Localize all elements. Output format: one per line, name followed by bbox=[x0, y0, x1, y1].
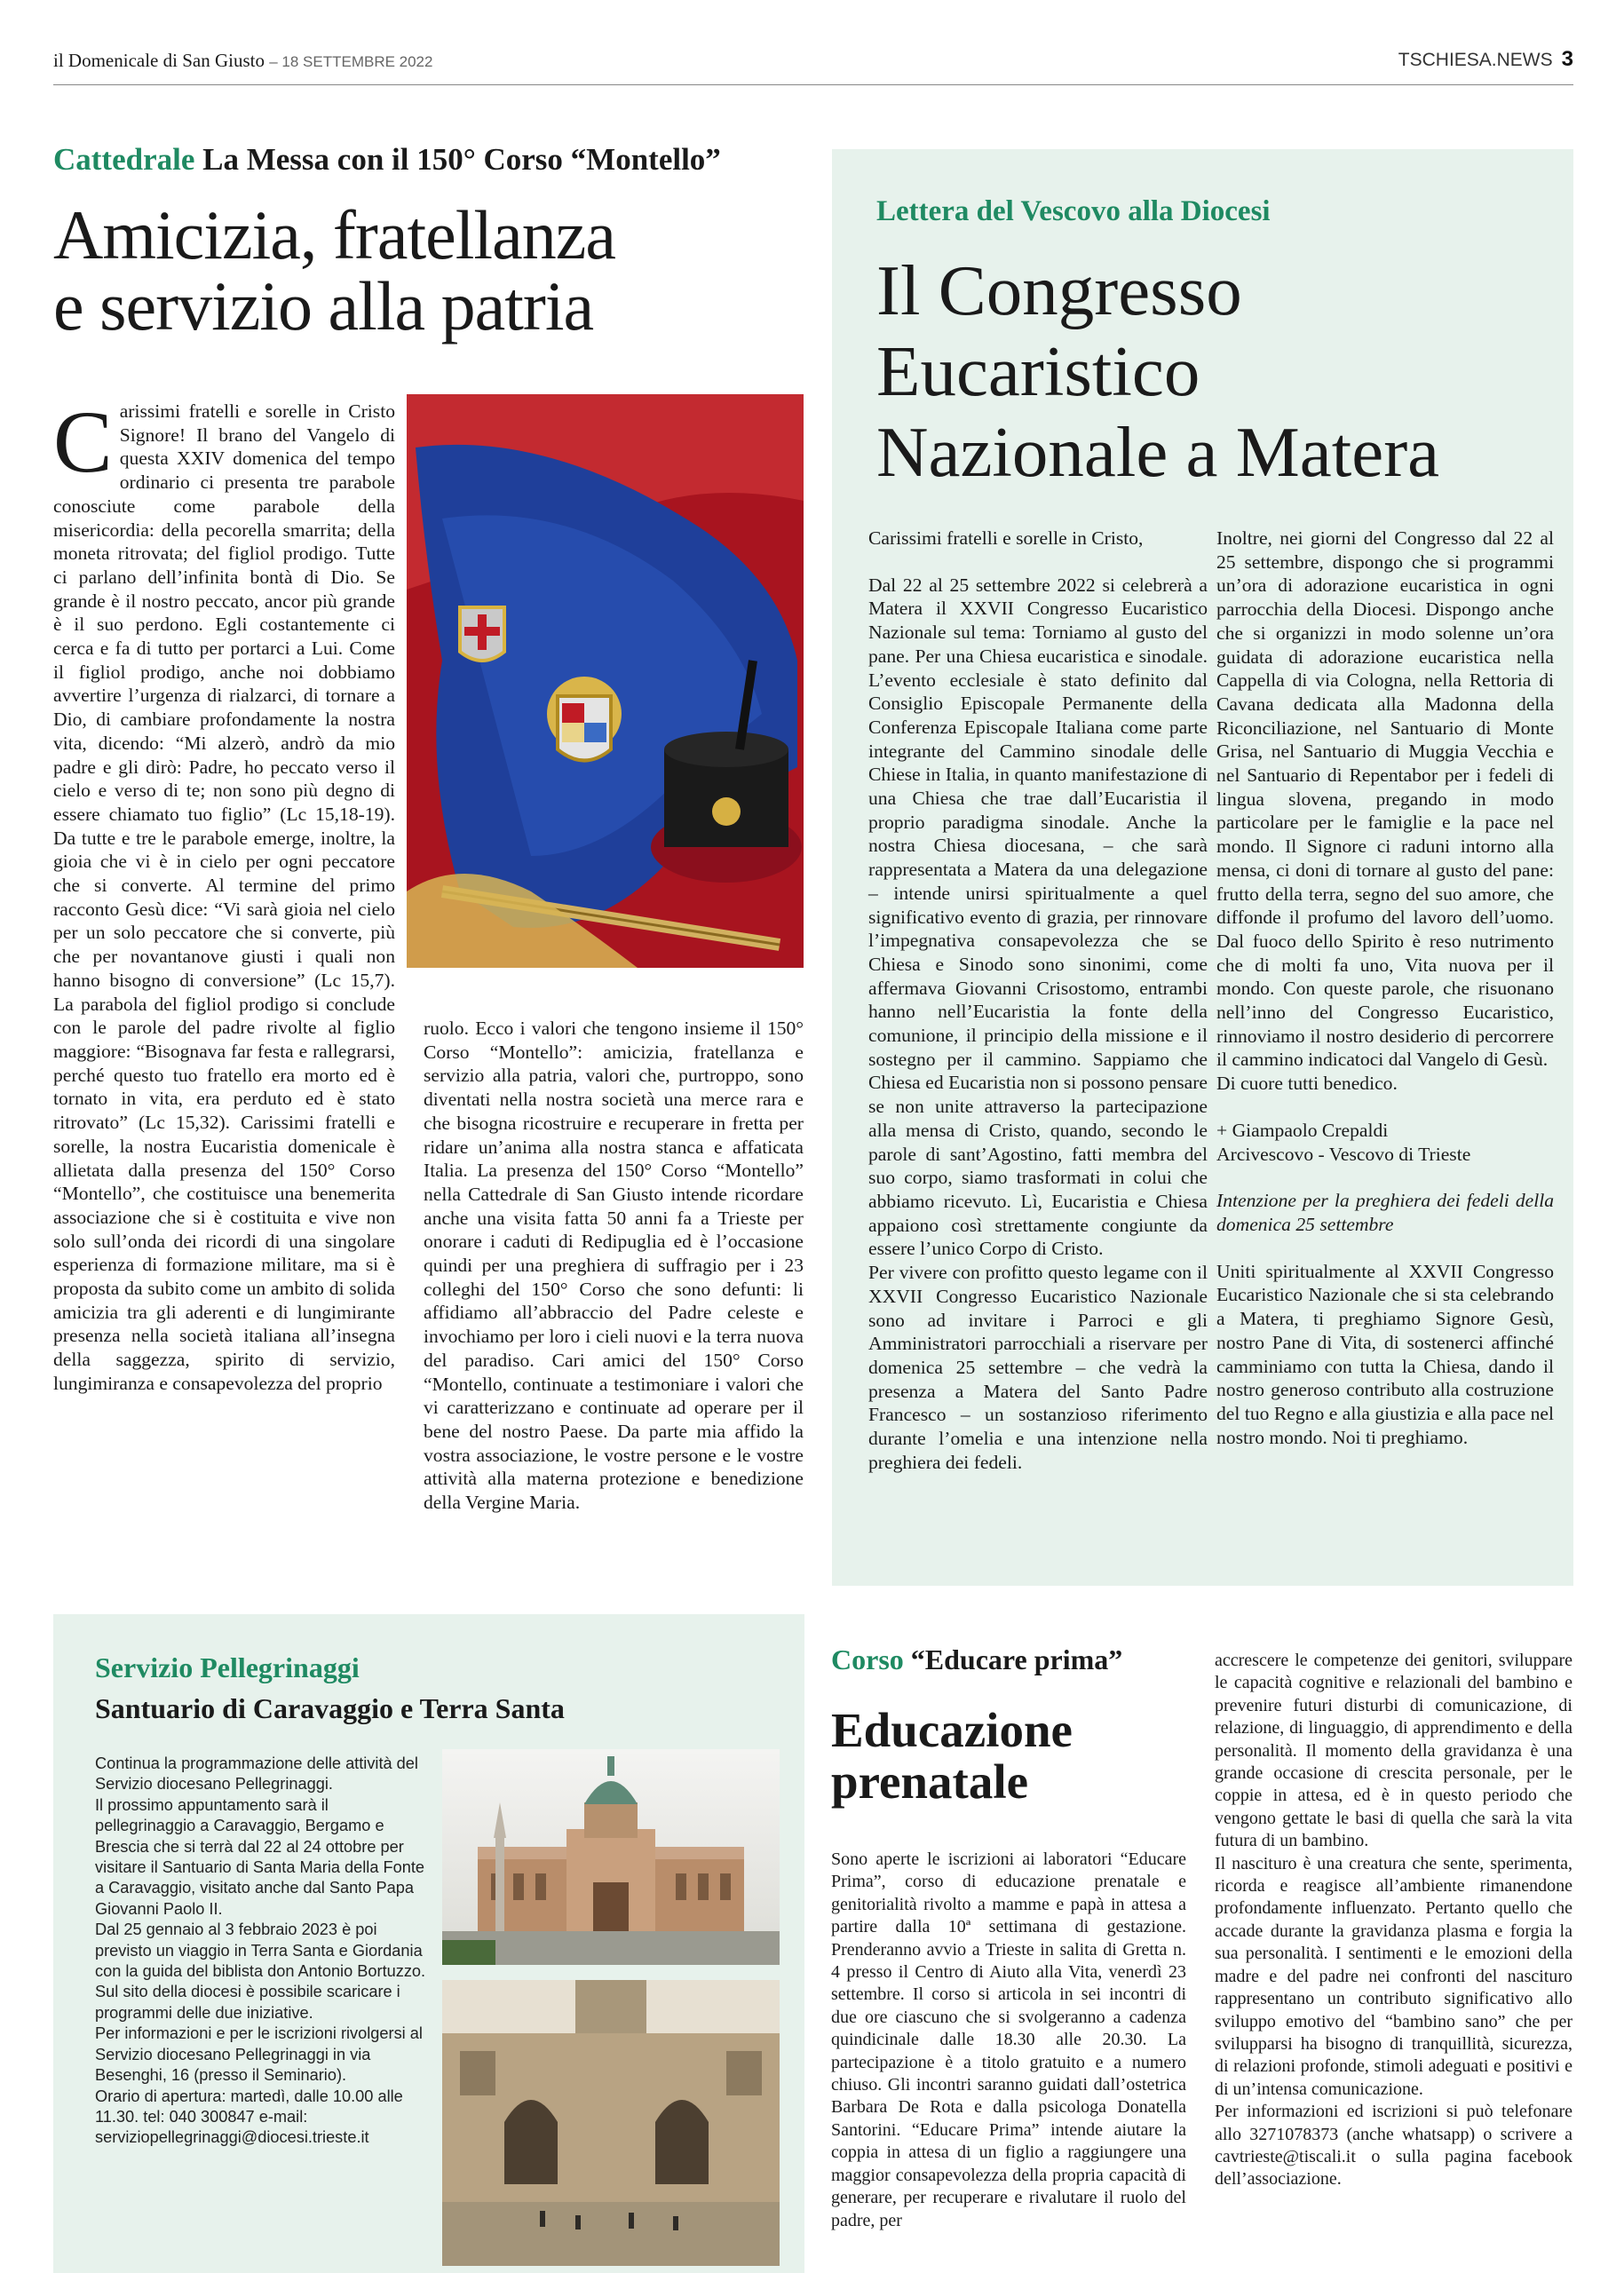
article1-column1 bbox=[53, 392, 395, 1396]
sepulchre-illustration bbox=[442, 1980, 780, 2266]
article1-column2: ruolo. Ecco i valori che tengono insieme il 150° Corso “Montello”: amicizia, fratellanza e servizio alla patria, valori che, purtroppo, sono diventati nella nostra società una merce rara e che bisogna ricostruire e recuperare in fretta per ridare un’anima alla nostra stanca e affaticata Italia. La presenza del 150° Corso “Montello” nella Cattedrale di San Giusto intende ricordare anche una visita fatta 50 anni fa a Trieste per onorare i caduti di Redipuglia ed è l’occasione quindi per una preghiera di suffragio per i 23 colleghi del 150° Corso che sono defunti: li affidiamo all’abbraccio del Padre celeste e invochiamo per loro i cieli nuovi e la terra nuova del paradiso. Cari amici del 150° Corso “Montello, continuate a testimoniare i valori che vi caratterizzano e continuate ad operare per il bene del nostro Paese. Da parte mia affido la vostra associazione, le vostre persone e le vostre attività alla materna protezione e benedizione della Vergine Maria. bbox=[424, 1018, 804, 1514]
signature-name: + Giampaolo Crepaldi bbox=[1216, 1119, 1389, 1141]
article2-salutation: Carissimi fratelli e sorelle in Cristo, bbox=[868, 527, 1144, 549]
publication-header bbox=[53, 50, 432, 72]
article4-kicker-text: “Educare prima” bbox=[910, 1643, 1123, 1675]
publication-name: il Domenicale di San Giusto bbox=[53, 50, 265, 71]
article1-kicker-text: La Messa con il 150° Corso “Montello” bbox=[202, 142, 721, 177]
site-link[interactable]: TSCHIESA.NEWS bbox=[1398, 50, 1553, 70]
article2-paragraph: Per vivere con profitto questo legame con il XXVII Congresso Eucaristico Nazionale sono ad invitare i Parroci e gli Amministratori parrocchiali a riservare per domenica 25 settembre – che vedrà la presenza a Matera del Santo Padre Francesco – un sostanzioso riferimento durante l’omelia e una intenzione nella preghiera dei fedeli. bbox=[868, 1262, 1208, 1473]
article1-section: Cattedrale bbox=[53, 142, 195, 177]
article4-column2 bbox=[1215, 1650, 1573, 2191]
article1-col1-text: arissimi fratelli e sorelle in Cristo Signore! Il brano del Vangelo di questa XXIV domenica del tempo ordinario ci presenta tre parabole conosciute come parabole della misericordia: della pecorella smarrita; della moneta ritrovata; del figliol prodigo. Tutte ci parlano dell’infinita bontà di Dio. Se grande è il nostro peccato, ancor più grande è il suo perdono. Egli costantemente ci cerca e fa di tutto per portarci a Lui. Come il figliol prodigo, anche noi dobbiamo avvertire l’urgenza di rialzarci, di tornare a Dio, di cambiare profondamente la nostra vita, dicendo: “Mi alzerò, andrò da mio padre e gli dirò: Padre, ho peccato verso il cielo e verso di te; non sono più degno di essere chiamato tuo figlio” (Lc 15,18-19). Da tutte e tre le parabole emerge, inoltre, la gioia che vi è in cielo per ogni peccatore che si converte. Al termine del primo racconto Gesù dice: “Vi sarà gioia nel cielo per un solo peccatore che si converte, più che per novantanove giusti i quali non hanno bisogno di conversione” (Lc 15,7). La parabola del figliol prodigo si conclude con le parole del padre rivolte al figlio maggiore: “Bisognava far festa e rallegrarsi, perché questo tuo fratello era morto ed è tornato in vita, era perduto ed è stato ritrovato” (Lc 15,32). Carissimi fratelli e sorelle, la nostra Eucaristia domenicale è allietata dalla presenza del 150° Corso “Montello”, che costituisce una benemerita associazione che si è costituita e vive non solo sull’onda dei ricordi di una singolare esperienza di formazione militare, ma si è proposta da subito come un ambito di solida amicizia tra gli aderenti e di lungimirante presenza nella società italiana all’insegna della saggezza, spirito di servizio, lungimiranza e consapevolezza del proprio bbox=[53, 400, 395, 1394]
holy-sepulchre-photo bbox=[442, 1980, 780, 2266]
article2-blessing: Di cuore tutti benedico. bbox=[1216, 1073, 1398, 1095]
article4-title bbox=[831, 1705, 1073, 1808]
article4-title-line2: prenatale bbox=[831, 1754, 1029, 1809]
page-number: 3 bbox=[1561, 47, 1573, 71]
intention-title: Intenzione per la preghiera dei fedeli della domenica 25 settembre bbox=[1216, 1190, 1554, 1235]
article2-title-line1: Il Congresso bbox=[876, 250, 1242, 330]
article3-kicker: Servizio Pellegrinaggi bbox=[95, 1651, 360, 1683]
flag-photo-illustration bbox=[407, 394, 804, 968]
article2-paragraph: Inoltre, nei giorni del Congresso dal 22 al 25 settembre, dispongo che si programmi un’ora di adorazione eucaristica in ogni parrocchia della Diocesi. Dispongo anche che si organizzi in modo solenne un’ora guidata di adorazione eucaristica nella Cappella di via Cologna, nella Rettoria di Cavana dedicata alla Madonna della Riconciliazione, nel Santuario di Monte Grisa, nel Santuario di Muggia Vecchia e nel Santuario di Repentabor per i fedeli di lingua slovena, pregando in modo particolare per le famiglie e la pace nel mondo. Il Signore ci raduni intorno alla mensa, ci doni di tornare al gusto del pane: frutto della terra, segno del suo amore, che diffonde il profumo del lavoro dell’uomo. Dal fuoco dello Spirito è reso nutrimento che di molti fa uno, Vita nuova per il mondo. Con queste parole, che risuonano nell’inno del Congresso Eucaristico, rinnoviamo il nostro desiderio di percorrere il cammino indicatoci dal Vangelo di Gesù. bbox=[1216, 527, 1554, 1071]
caravaggio-sanctuary-photo bbox=[442, 1749, 780, 1965]
signature-title: Arcivescovo - Vescovo di Trieste bbox=[1216, 1143, 1471, 1165]
article3-paragraph: Dal 25 gennaio al 3 febbraio 2023 è poi previsto un viaggio in Terra Santa e Giordania con la guida del biblista don Antonio Bortuzzo. bbox=[95, 1921, 426, 1981]
article2-paragraph: Dal 22 al 25 settembre 2022 si celebrerà a Matera il XXVII Congresso Eucaristico Nazionale sul tema: Torniamo al gusto del pane. Per una Chiesa eucaristica e sinodale. L’evento ecclesiale è stato definito dal Consiglio Episcopale Permanente della Conferenza Episcopale Italiana come parte integrante del Cammino sinodale delle Chiese in Italia, in quanto manifestazione di una Chiesa che trae dall’Eucaristia il proprio paradigma sinodale. Anche la nostra Chiesa diocesana, – che sarà rappresentata a Matera da una delegazione – intende unirsi spiritualmente a quel significativo evento di grazia, per rinnovare l’impegnativa consapevolezza che se Chiesa e Sinodo sono sinonimi, come affermava Giovanni Crisostomo, entrambi hanno nell’Eucaristia la fonte della comunione, il principio della missione e il sostegno per il cammino. Sappiamo che Chiesa ed Eucaristia non si possono pensare se non unite attraverso la partecipazione alla mensa di Cristo, quando, secondo le parole di sant’Agostino, fatti membra del suo corpo, siamo trasformati in colui che abbiamo ricevuto. Lì, Eucaristia e Chiesa appaiono così strettamente congiunte da essere l’unico Corpo di Cristo. bbox=[868, 574, 1208, 1260]
flag-photo bbox=[407, 394, 804, 968]
article3-subtitle: Santuario di Caravaggio e Terra Santa bbox=[95, 1692, 565, 1724]
dropcap: C bbox=[53, 392, 113, 491]
article4-paragraph: Il nascituro è una creatura che sente, sperimenta, ricorda e reagisce all’ambiente rimanendone profondamente influenzato. Pertanto quello che accade durante la gravidanza plasma e forgia la sua personalità. I sentimenti e le emozioni della madre e del padre nei confronti del nascituro rappresentano un contributo significativo allo sviluppo emotivo del “bambino sano” che per svilupparsi ha bisogno di tranquillità, sicurezza, di relazioni profonde, stimoli adeguati e positivi e di un’intensa comunicazione. bbox=[1215, 1853, 1573, 2099]
article2-title-line3: Nazionale a Matera bbox=[876, 412, 1440, 492]
article2-title bbox=[876, 250, 1533, 493]
article1-title-line1: Amicizia, fratellanza bbox=[53, 196, 615, 273]
article4-kicker bbox=[831, 1643, 1122, 1676]
article3-paragraph: Continua la programmazione delle attività del Servizio diocesano Pellegrinaggi. bbox=[95, 1754, 418, 1794]
sanctuary-illustration bbox=[442, 1749, 780, 1965]
article4-title-line1: Educazione bbox=[831, 1703, 1073, 1757]
header-divider bbox=[53, 84, 1573, 85]
article1-kicker bbox=[53, 142, 721, 178]
article3-text bbox=[95, 1754, 432, 2149]
article2-column1 bbox=[868, 527, 1208, 1474]
page-header-right bbox=[1398, 47, 1573, 72]
article4-paragraph: accrescere le competenze dei genitori, sviluppare le capacità cognitive e relazionali del bambino e prevenire futuri disturbi di comunicazione, di relazione, di linguaggio, di apprendimento e della personalità. Il momento della gravidanza è una grande occasione di crescita personale, per le coppie in attesa, ed è in questo periodo che vengono gettate le basi di quella che sarà la vita futura di un bambino. bbox=[1215, 1651, 1573, 1851]
article3-paragraph: Il prossimo appuntamento sarà il pellegrinaggio a Caravaggio, Bergamo e Brescia che si terrà dal 22 al 24 ottobre per visitare il Santuario di Santa Maria della Fonte a Caravaggio, visitato anche dal Santo Papa Giovanni Paolo II. bbox=[95, 1795, 425, 1918]
article2-kicker: Lettera del Vescovo alla Diocesi bbox=[876, 195, 1271, 227]
article2-column2 bbox=[1216, 527, 1554, 1449]
article1-title-line2: e servizio alla patria bbox=[53, 267, 594, 345]
article4-column1: Sono aperte le iscrizioni ai laboratori “Educare Prima”, corso di educazione prenatale e genitorialità rivolto a mamme e papà in attesa a partire dalla 10ª settimana di gestazione. Prenderanno avvio a Trieste in salita di Gretta n. 4 presso il Centro di Aiuto alla Vita, venerdì 23 settembre. Il corso si articola in sei incontri di due ore ciascuno che si svolgeranno a cadenza quindicinale dalle 18.30 alle 20.30. La partecipazione è a titolo gratuito e a numero chiuso. Gli incontri saranno guidati dall’ostetrica Barbara De Rota e dalla psicologa Donatella Santorini. “Educare Prima” intende aiutare la coppia in attesa di un figlio a raggiungere una maggior consapevolezza della propria capacità di generare, per recuperare e rivalutare il ruolo del padre, per bbox=[831, 1849, 1186, 2230]
article2-title-line2: Eucaristico bbox=[876, 331, 1200, 411]
article4-contact[interactable]: Per informazioni ed iscrizioni si può telefonare allo 3271078373 (anche whatsapp) o scrivere a cavtrieste@tiscali.it o sulla pagina facebook dell’associazione. bbox=[1215, 2102, 1573, 2190]
article4-section: Corso bbox=[831, 1643, 904, 1675]
issue-date: – 18 SETTEMBRE 2022 bbox=[269, 53, 433, 70]
article3-paragraph: Sul sito della diocesi è possibile scaricare i programmi delle due iniziative. bbox=[95, 1983, 400, 2022]
article1-title bbox=[53, 196, 728, 345]
article3-paragraph: Per informazioni e per le iscrizioni rivolgersi al Servizio diocesano Pellegrinaggi in via Besenghi, 16 (presso il Seminario). bbox=[95, 2024, 423, 2085]
article3-contact[interactable]: Orario di apertura: martedì, dalle 10.00 alle 11.30. tel: 040 300847 e-mail: serviziopellegrinaggi@diocesi.trieste.it bbox=[95, 2087, 403, 2147]
intention-text: Uniti spiritualmente al XXVII Congresso Eucaristico Nazionale che si sta celebrando a Matera, ti preghiamo Signore Gesù, nostro Pane di Vita, di sostenerci affinché camminiamo con tutta la Chiesa, dando il nostro generoso contributo alla costruzione del tuo Regno e alla giustizia e alla pace nel nostro mondo. Noi ti preghiamo. bbox=[1216, 1260, 1554, 1448]
